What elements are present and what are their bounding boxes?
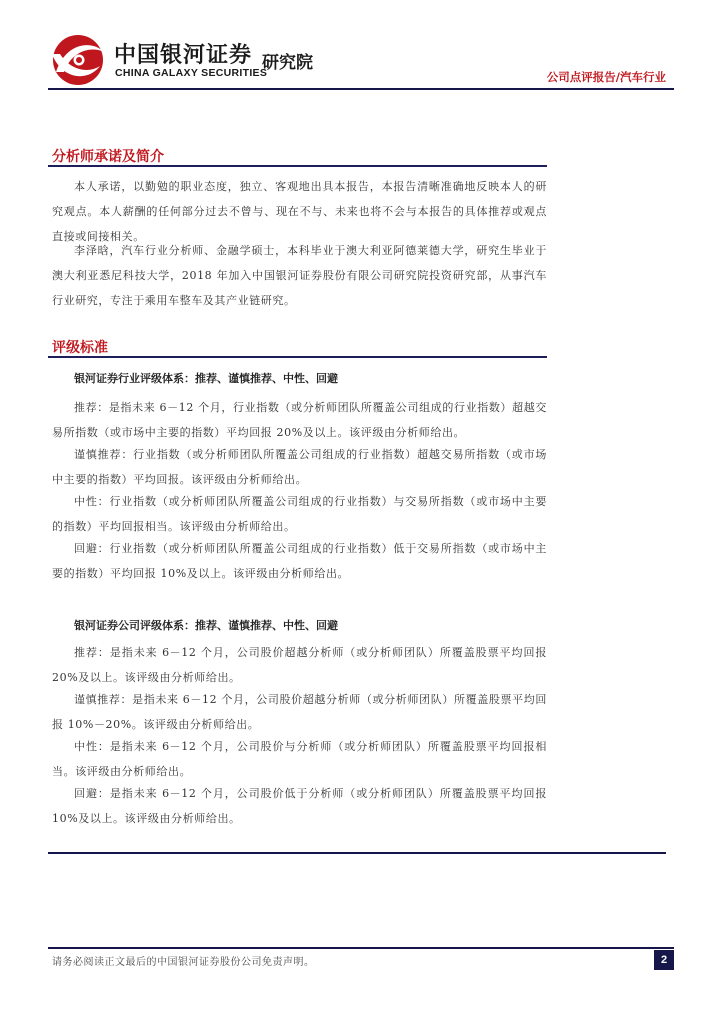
- logo-chinese-name: 中国银河证券: [114, 43, 253, 68]
- analyst-commitment-paragraph: 本人承诺，以勤勉的职业态度，独立、客观地出具本报告，本报告清晰准确地反映本人的研究观点。本人薪酬的任何部分过去不曾与、现在不与、未来也将不会与本报告的具体推荐或观点直接或间接相关。: [52, 180, 547, 243]
- galaxy-swirl-logo-icon: [48, 32, 108, 88]
- content-end-divider: [48, 852, 666, 854]
- industry-rating-cautious: 谨慎推荐：行业指数（或分析师团队所覆盖公司组成的行业指数）超越交易所指数（或市场中主要的指数）平均回报。该评级由分析师给出。: [52, 448, 547, 486]
- industry-rating-avoid: 回避：行业指数（或分析师团队所覆盖公司组成的行业指数）低于交易所指数（或市场中主要的指数）平均回报 10%及以上。该评级由分析师给出。: [52, 542, 547, 580]
- footer-disclaimer: 请务必阅读正文最后的中国银河证券股份公司免责声明。: [52, 957, 315, 968]
- page-number-badge: 2: [654, 950, 674, 970]
- company-rating-cautious: 谨慎推荐：是指未来 6－12 个月，公司股价超越分析师（或分析师团队）所覆盖股票平均回报 10%－20%。该评级由分析师给出。: [52, 693, 547, 731]
- rating-section-title: 评级标准: [52, 340, 108, 356]
- logo-institute-label: 研究院: [262, 53, 313, 73]
- analyst-section-divider: [48, 165, 547, 167]
- report-type-label: 公司点评报告/汽车行业: [546, 70, 666, 84]
- industry-rating-heading: 银河证券行业评级体系：推荐、谨慎推荐、中性、回避: [74, 372, 338, 385]
- company-rating-neutral: 中性：是指未来 6－12 个月，公司股价与分析师（或分析师团队）所覆盖股票平均回报相当。该评级由分析师给出。: [52, 740, 547, 778]
- logo-english-name: CHINA GALAXY SECURITIES: [115, 67, 268, 79]
- rating-section-divider: [48, 356, 547, 358]
- company-rating-recommend: 推荐：是指未来 6－12 个月，公司股价超越分析师（或分析师团队）所覆盖股票平均回报 20%及以上。该评级由分析师给出。: [52, 646, 547, 684]
- analyst-section-title: 分析师承诺及简介: [52, 149, 164, 165]
- analyst-bio-paragraph: 李泽晗，汽车行业分析师、金融学硕士，本科毕业于澳大利亚阿德莱德大学，研究生毕业于澳大利亚悉尼科技大学，2018 年加入中国银河证券股份有限公司研究院投资研究部，从事汽车行业研究，专注于乘用车整车及其产业链研究。: [52, 244, 547, 307]
- industry-rating-neutral: 中性：行业指数（或分析师团队所覆盖公司组成的行业指数）与交易所指数（或市场中主要的指数）平均回报相当。该评级由分析师给出。: [52, 495, 547, 533]
- company-logo: [48, 32, 348, 88]
- company-rating-avoid: 回避：是指未来 6－12 个月，公司股价低于分析师（或分析师团队）所覆盖股票平均回报 10%及以上。该评级由分析师给出。: [52, 787, 547, 825]
- company-rating-heading: 银河证券公司评级体系：推荐、谨慎推荐、中性、回避: [74, 619, 338, 632]
- header-divider: [48, 88, 674, 90]
- footer-divider: [48, 947, 674, 949]
- industry-rating-recommend: 推荐：是指未来 6－12 个月，行业指数（或分析师团队所覆盖公司组成的行业指数）超越交易所指数（或市场中主要的指数）平均回报 20%及以上。该评级由分析师给出。: [52, 401, 547, 439]
